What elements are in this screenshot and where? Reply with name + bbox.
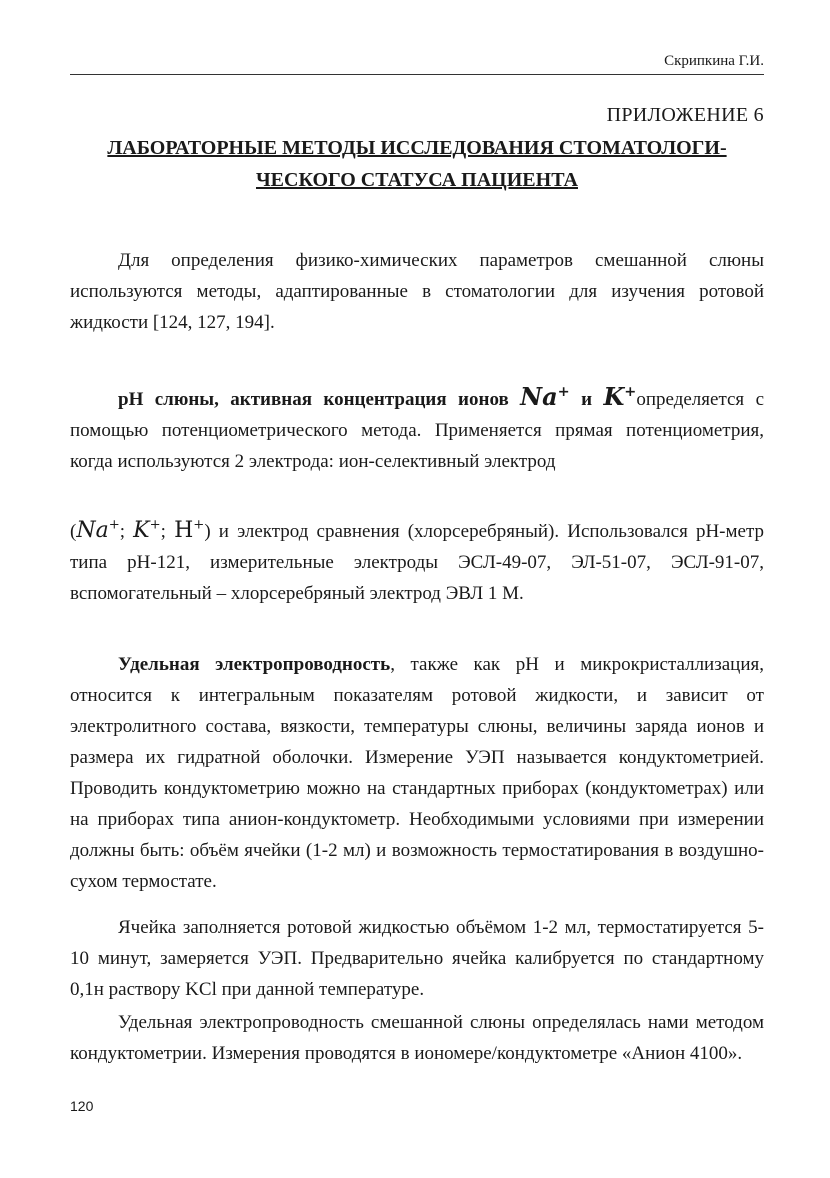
ph-conjunction: и bbox=[569, 389, 604, 410]
section-title-line-2: ЧЕСКОГО СТАТУСА ПАЦИЕНТА bbox=[256, 169, 578, 191]
section-title-line-1: ЛАБОРАТОРНЫЕ МЕТОДЫ ИССЛЕДОВАНИЯ СТОМАТОЛОГИ- bbox=[107, 137, 727, 159]
ph-bold-lead: рН слюны, активная концентрация ионов bbox=[118, 389, 521, 410]
paragraph-ph bbox=[70, 381, 764, 477]
paragraph-electrodes: (Na+; K+; H+) и электрод сравнения (хлорсеребряный). Использовался рН-метр типа рН-121, измерительные электроды ЭСЛ-49-07, ЭЛ-51-07, ЭСЛ-91-07, вспомогательный – хлорсеребряный электрод ЭВЛ 1 М. bbox=[70, 517, 764, 604]
ion-k-symbol: K+ bbox=[603, 382, 637, 411]
formula-h: H+ bbox=[174, 517, 205, 543]
formula-open: ( bbox=[70, 521, 77, 542]
paragraph-conductivity bbox=[70, 649, 764, 897]
ph-rest-text: определяется с помощью потенциометрического метода. Применяется прямая потенциометрия, когда используются 2 электрода: ион-селективный электрод bbox=[70, 389, 764, 472]
paragraph-measurement: Удельная электропроводность смешанной слюны определялась нами методом кондуктометрии. Измерения проводятся в иономере/кондуктометре «Анион 4100». bbox=[70, 1012, 764, 1064]
electrodes-text: и электрод сравнения (хлорсеребряный). Использовался рН-метр типа рН-121, измерительные электроды ЭСЛ-49-07, ЭЛ-51-07, ЭСЛ-91-07, вспомогательный – хлорсеребряный электрод ЭВЛ 1 М. bbox=[70, 521, 764, 604]
formula-close: ) bbox=[204, 521, 211, 542]
page-number: 120 bbox=[70, 1098, 94, 1114]
running-header-author: Скрипкина Г.И. bbox=[664, 53, 764, 69]
paragraph-cell: Ячейка заполняется ротовой жидкостью объёмом 1-2 мл, термостатируется 5-10 минут, замеряется УЭП. Предварительно ячейка калибруется по стандартному 0,1н раствору KCl при данной температуре. bbox=[70, 917, 764, 1000]
ion-na-symbol: Na+ bbox=[520, 382, 570, 411]
formula-k: K+ bbox=[133, 517, 161, 543]
header-rule bbox=[70, 74, 764, 75]
appendix-label: ПРИЛОЖЕНИЕ 6 bbox=[606, 104, 764, 126]
conductivity-bold-lead: Удельная электропроводность bbox=[118, 654, 391, 675]
paragraph-intro: Для определения физико-химических параметров смешанной слюны используются методы, адаптированные в стоматологии для изучения ротовой жидкости [124, 127, 194]. bbox=[70, 250, 764, 333]
formula-na: Na+ bbox=[76, 517, 120, 543]
section-title bbox=[70, 132, 764, 196]
conductivity-text: , также как рН и микрокристаллизация, относится к интегральным показателям ротовой жидкости, и зависит от электролитного состава, вязкости, температуры слюны, величины заряда ионов и размера их гидратной оболочки. Измерение УЭП называется кондуктометрией. Проводить кондуктометрию можно на стандартных приборах (кондуктометрах) или на приборах типа анион-кондуктометр. Необходимыми условиями при измерении должны быть: объём ячейки (1-2 мл) и возможность термостатирования в воздушно-сухом термостате. bbox=[70, 654, 764, 892]
